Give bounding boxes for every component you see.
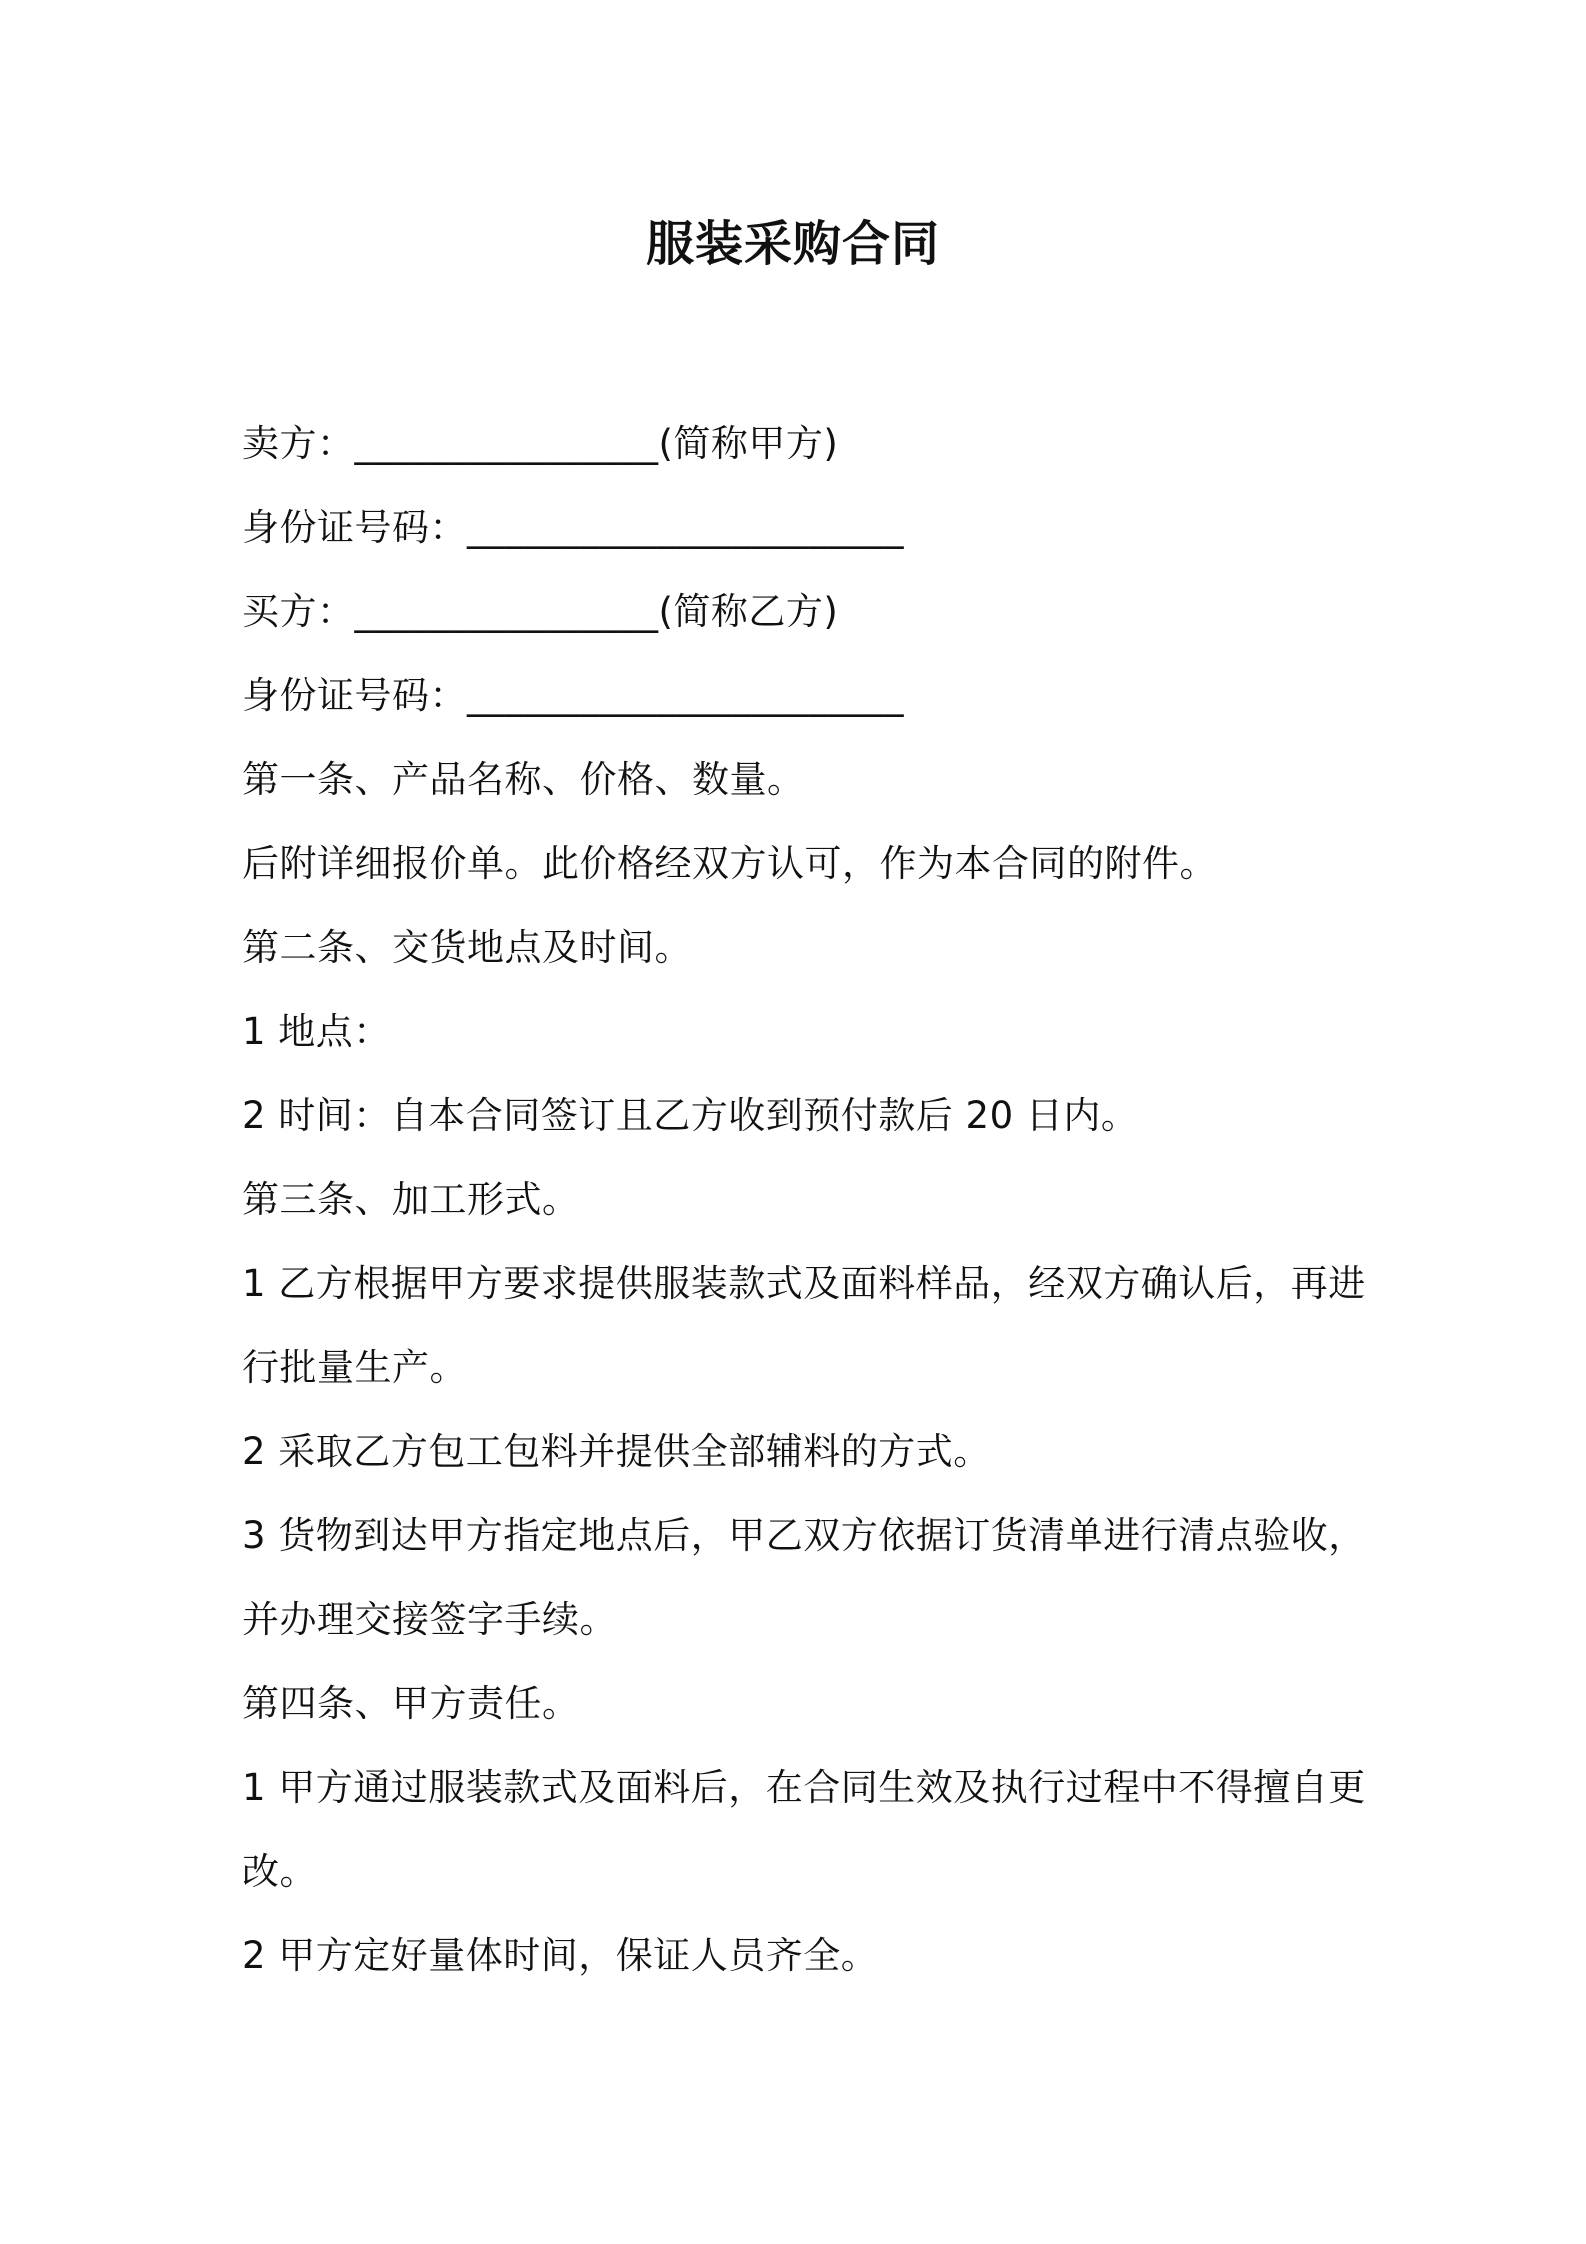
article-3-item-2: 2 采取乙方包工包料并提供全部辅料的方式。 (242, 1430, 991, 1473)
article-3-item-3-line-1: 3 货物到达甲方指定地点后，甲乙双方依据订货清单进行清点验收， (242, 1514, 1366, 1557)
article-4-item-2: 2 甲方定好量体时间，保证人员齐全。 (242, 1934, 879, 1977)
seller-id-number-line: 身份证号码：_______________________ (242, 506, 904, 549)
article-1-heading: 第一条、产品名称、价格、数量。 (242, 758, 805, 801)
document-title: 服装采购合同 (645, 216, 940, 272)
article-3-heading: 第三条、加工形式。 (242, 1178, 580, 1221)
article-4-heading: 第四条、甲方责任。 (242, 1682, 580, 1725)
document-body (242, 402, 1366, 1998)
buyer-line: 买方：________________(简称乙方) (242, 590, 839, 633)
article-3-item-3-line-2: 并办理交接签字手续。 (242, 1598, 617, 1641)
article-3-item-1-line-1: 1 乙方根据甲方要求提供服装款式及面料样品，经双方确认后，再进 (242, 1262, 1366, 1305)
article-2-heading: 第二条、交货地点及时间。 (242, 926, 692, 969)
article-4-item-1-line-2: 改。 (242, 1850, 317, 1893)
seller-line: 卖方：________________(简称甲方) (242, 422, 839, 465)
article-3-item-1-line-2: 行批量生产。 (242, 1346, 467, 1389)
article-1-text: 后附详细报价单。此价格经双方认可，作为本合同的附件。 (242, 842, 1217, 885)
article-2-item-2: 2 时间：自本合同签订且乙方收到预付款后 20 日内。 (242, 1094, 1139, 1137)
article-4-item-1-line-1: 1 甲方通过服装款式及面料后，在合同生效及执行过程中不得擅自更 (242, 1766, 1366, 1809)
article-2-item-1: 1 地点： (242, 1010, 391, 1053)
buyer-id-number-line: 身份证号码：_______________________ (242, 674, 904, 717)
